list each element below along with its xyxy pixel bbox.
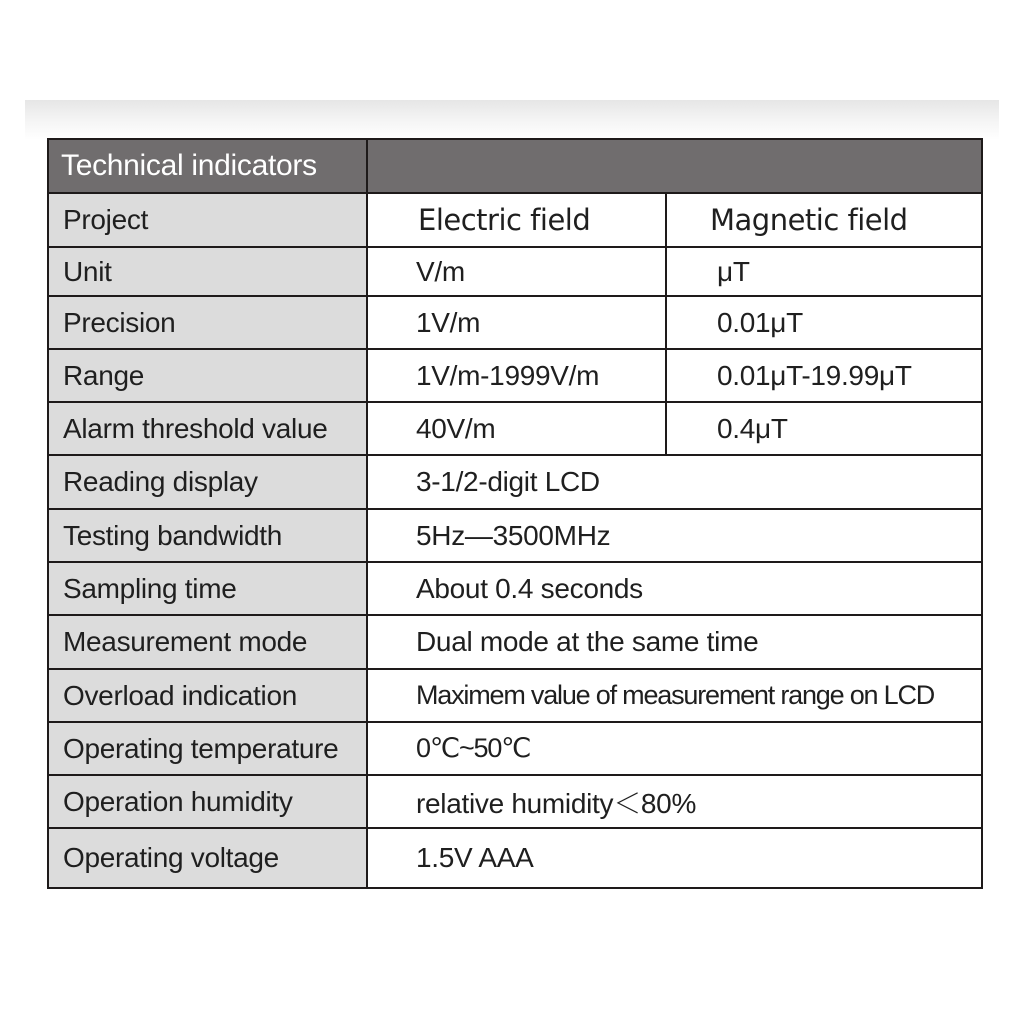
row-value: 3-1/2-digit LCD — [367, 455, 982, 509]
row-label: Operating voltage — [48, 828, 367, 888]
electric-value: 1V/m-1999V/m — [367, 349, 666, 402]
electric-field-header: Electric field — [367, 193, 666, 247]
table-row-overload-indication — [48, 669, 982, 722]
table-row-sampling-time — [48, 562, 982, 615]
row-label: Range — [48, 349, 367, 402]
table-row-operation-humidity — [48, 775, 982, 828]
row-label: Alarm threshold value — [48, 402, 367, 455]
row-value: Dual mode at the same time — [367, 615, 982, 669]
table-row-unit — [48, 247, 982, 296]
row-label: Operating temperature — [48, 722, 367, 775]
column-header-row — [48, 193, 982, 247]
row-value: 5Hz—3500MHz — [367, 509, 982, 562]
table-title-row — [48, 139, 982, 193]
table-row-reading-display — [48, 455, 982, 509]
electric-value: 1V/m — [367, 296, 666, 349]
row-label: Precision — [48, 296, 367, 349]
row-label: Reading display — [48, 455, 367, 509]
row-label: Unit — [48, 247, 367, 296]
electric-value: V/m — [367, 247, 666, 296]
table-row-range — [48, 349, 982, 402]
magnetic-value: 0.4μT — [666, 402, 982, 455]
project-label: Project — [48, 193, 367, 247]
magnetic-field-header: Magnetic field — [666, 193, 982, 247]
row-label: Sampling time — [48, 562, 367, 615]
row-label: Operation humidity — [48, 775, 367, 828]
table-row-measurement-mode — [48, 615, 982, 669]
table-row-alarm-threshold — [48, 402, 982, 455]
table-title-filler — [367, 139, 982, 193]
table-row-operating-voltage — [48, 828, 982, 888]
row-value: relative humidity＜80% — [367, 775, 982, 828]
row-label: Testing bandwidth — [48, 509, 367, 562]
table-row-testing-bandwidth — [48, 509, 982, 562]
row-label: Overload indication — [48, 669, 367, 722]
table-row-operating-temperature — [48, 722, 982, 775]
technical-indicators-table — [47, 138, 983, 889]
electric-value: 40V/m — [367, 402, 666, 455]
row-value: Maximem value of measurement range on LCD — [367, 669, 982, 722]
magnetic-value: 0.01μT — [666, 296, 982, 349]
row-value: 1.5V AAA — [367, 828, 982, 888]
magnetic-value: 0.01μT-19.99μT — [666, 349, 982, 402]
table-title: Technical indicators — [48, 139, 367, 193]
row-value: 0℃~50℃ — [367, 722, 982, 775]
magnetic-value: μT — [666, 247, 982, 296]
top-gradient-band — [25, 100, 999, 140]
row-value: About 0.4 seconds — [367, 562, 982, 615]
row-label: Measurement mode — [48, 615, 367, 669]
table-row-precision — [48, 296, 982, 349]
